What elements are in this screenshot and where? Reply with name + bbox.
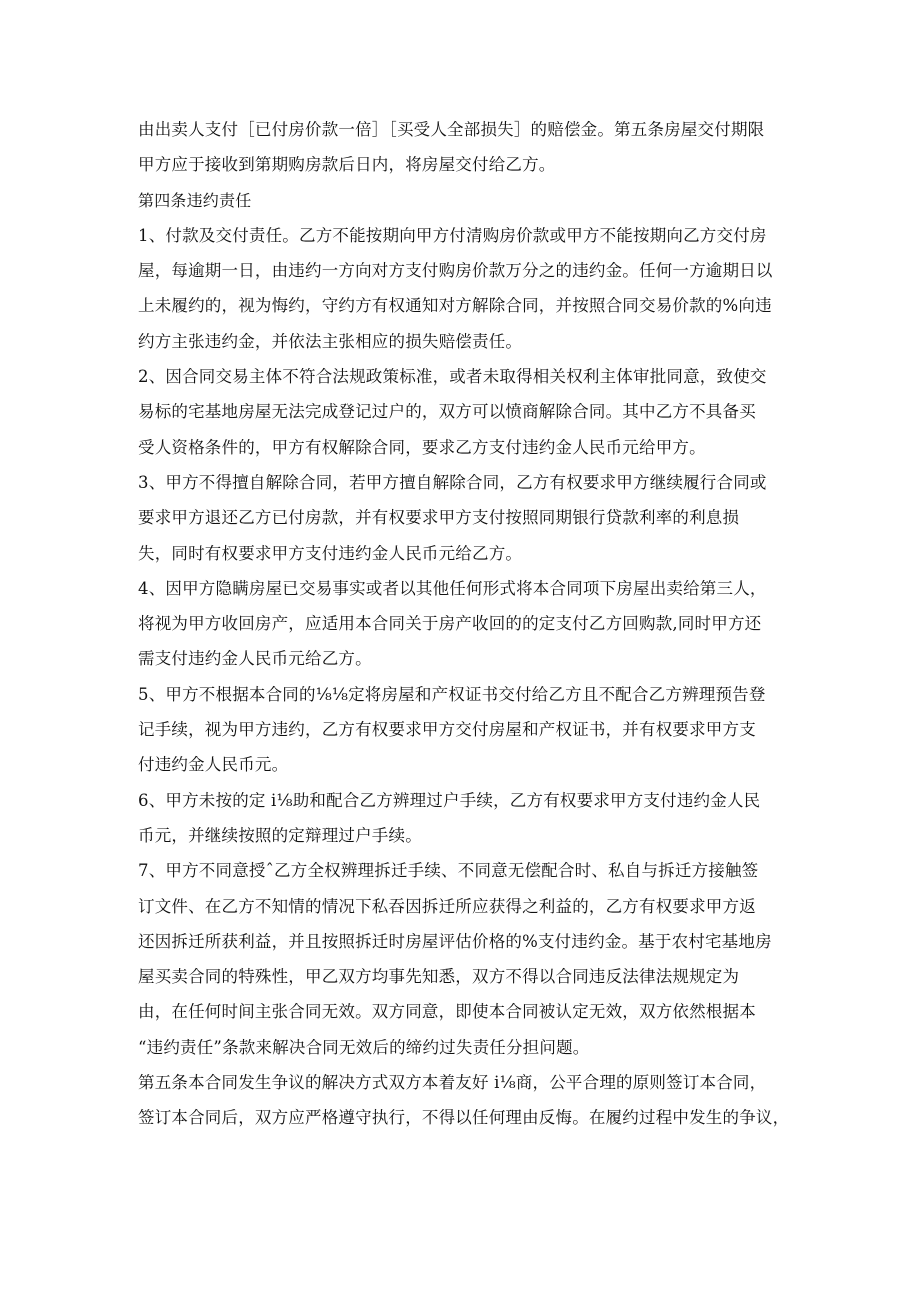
- text-line: 第五条本合同发生争议的解决方式双方本着友好 i⅛商，公平合理的原则签订本合同，: [138, 1073, 767, 1093]
- text-line: 上未履约的，视为悔约，守约方有权通知对方解除合同，并按照合同交易价款的%向违: [138, 296, 772, 316]
- text-line: 1、付款及交付责任。乙方不能按期向甲方付清购房价款或甲方不能按期向乙方交付房: [138, 225, 767, 245]
- text-line: 易标的宅基地房屋无法完成登记过户的，双方可以愤商解除合同。其中乙方不具备买: [138, 402, 756, 422]
- text-line: 订文件、在乙方不知情的情况下私吞因拆迁所应获得之利益的，乙方有权要求甲方返: [138, 896, 756, 916]
- text-line: 6、甲方未按的定 i⅛助和配合乙方辨理过户手续，乙方有权要求甲方支付违约金人民: [138, 790, 761, 810]
- text-line: “违约责任”条款来解决合同无效后的缔约过失责任分担问题。: [138, 1037, 590, 1057]
- text-line: 记手续，视为甲方违约，乙方有权要求甲方交付房屋和产权证书，并有权要求甲方支: [138, 720, 756, 740]
- section-heading: 第四条违约责任: [138, 190, 252, 210]
- text-line: 失，同时有权要求甲方支付违约金人民币元给乙方。: [138, 543, 523, 563]
- text-line: 屋买卖合同的特殊性，甲乙双方均事先知悉，双方不得以合同违反法律法规规定为: [138, 967, 740, 987]
- text-line: 付违约金人民币元。: [138, 755, 289, 775]
- text-line: 7、甲方不同意授ˆ乙方全权辨理拆迁手续、不同意无偿配合时、私自与拆迁方接触签: [138, 861, 759, 881]
- text-line: 屋，每逾期一日，由违约一方向对方支付购房价款万分之的违约金。任何一方逾期日以: [138, 261, 773, 281]
- text-line: 2、因合同交易主体不符合法规政策标准，或者未取得相关权利主体审批同意，致使交: [138, 367, 767, 387]
- text-line: 甲方应于接收到第期购房款后日内，将房屋交付给乙方。: [138, 155, 556, 175]
- text-line: 币元，并继续按照的定辩理过户手续。: [138, 825, 422, 845]
- text-line: 约方主张违约金，并依法主张相应的损失赔偿责任。: [138, 331, 523, 351]
- text-line: 3、甲方不得擅自解除合同，若甲方擅自解除合同，乙方有权要求甲方继续履行合同或: [138, 472, 767, 492]
- document-body: [138, 112, 788, 1136]
- text-line: 将视为甲方收回房产，应适用本合同关于房产收回的的定支付乙方回购款,同时甲方还: [138, 614, 762, 634]
- text-line: 由，在任何时间主张合同无效。双方同意，即使本合同被认定无效，双方依然根据本: [138, 1002, 756, 1022]
- text-line: 签订本合同后，双方应严格遵守执行，不得以任何理由反悔。在履约过程中发生的争议，: [138, 1108, 790, 1128]
- text-line: 4、因甲方隐瞒房屋已交易事实或者以其他任何形式将本合同项下房屋出卖给第三人，: [138, 578, 767, 598]
- text-line: 5、甲方不根据本合同的⅛⅛定将房屋和产权证书交付给乙方且不配合乙方辨理预告登: [138, 684, 766, 704]
- text-line: 受人资格条件的，甲方有权解除合同，要求乙方支付违约金人民币元给甲方。: [138, 437, 706, 457]
- text-line: 需支付违约金人民币元给乙方。: [138, 649, 372, 669]
- text-line: 由出卖人支付［已付房价款一倍］［买受人全部损失］的赔偿金。第五条房屋交付期限: [138, 120, 765, 139]
- text-line: 要求甲方退还乙方已付房款，并有权要求甲方支付按照同期银行贷款利率的利息损: [138, 508, 740, 528]
- text-line: 还因拆迁所获利益，并且按照拆迁时房屋评估价格的%支付违约金。基于农村宅基地房: [138, 931, 772, 951]
